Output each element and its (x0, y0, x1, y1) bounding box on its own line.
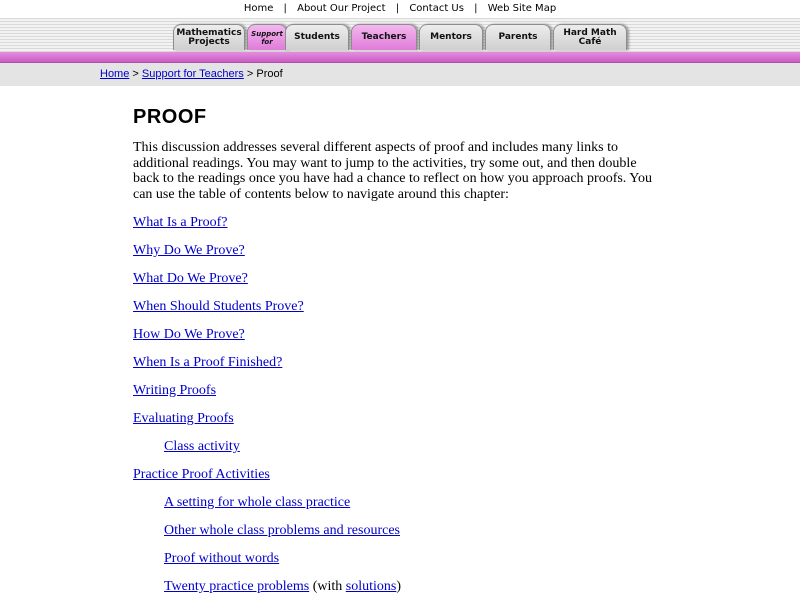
nav-about-link[interactable]: About Our Project (297, 3, 386, 14)
tab-parents[interactable] (485, 24, 551, 50)
toc-solutions-link[interactable]: solutions (345, 579, 397, 594)
breadcrumb-home-link[interactable]: Home (100, 68, 130, 80)
list-item (133, 522, 673, 550)
toc-practice-proof-activities-link[interactable]: Practice Proof Activities (133, 467, 270, 482)
top-utility-nav (0, 0, 800, 18)
toc-whole-class-setting-link[interactable]: A setting for whole class practice (164, 495, 351, 510)
tab-underline-band (0, 52, 800, 63)
tab-support-for[interactable] (247, 24, 287, 50)
nav-separator: | (474, 3, 478, 14)
toc-what-do-we-prove-link[interactable]: What Do We Prove? (133, 271, 248, 286)
table-of-contents (133, 214, 673, 606)
intro-paragraph: This discussion addresses several different aspects of proof and includes many links to additional readings. You may want to jump to the activities, try some out, and then double back to the readings once you have had a chance to reflect on how you approach proofs. You can use the table of contents below to navigate around this chapter: (133, 140, 652, 202)
toc-close-paren: ) (396, 579, 402, 594)
tab-students-label: Students (294, 32, 340, 42)
tab-label-line: Hard Math (563, 27, 617, 38)
breadcrumb (0, 63, 800, 86)
nav-contact-link[interactable]: Contact Us (409, 3, 464, 14)
toc-writing-proofs-link[interactable]: Writing Proofs (133, 383, 217, 398)
nav-separator: | (395, 3, 400, 14)
toc-evaluating-proofs-link[interactable]: Evaluating Proofs (133, 411, 234, 426)
tab-mentors[interactable] (419, 24, 483, 50)
toc-twenty-problems-link[interactable]: Twenty practice problems (164, 579, 310, 594)
list-item (133, 466, 673, 494)
toc-why-do-we-prove-link[interactable]: Why Do We Prove? (133, 243, 245, 258)
list-item (133, 438, 673, 466)
tab-parents-label: Parents (498, 32, 538, 42)
main-content (133, 100, 673, 606)
list-item (133, 578, 673, 606)
toc-when-should-students-prove-link[interactable]: When Should Students Prove? (133, 299, 304, 314)
tab-support-for-label (251, 30, 283, 46)
tab-teachers[interactable] (351, 24, 417, 50)
breadcrumb-separator: > (243, 68, 257, 80)
nav-home-link[interactable]: Home (243, 3, 274, 14)
page-title: PROOF (133, 106, 207, 128)
tab-label-line: Mathematics (176, 27, 242, 38)
tab-band (0, 18, 800, 52)
tab-mentors-label: Mentors (430, 32, 472, 42)
tab-mathematics-projects-label (176, 29, 241, 47)
toc-proof-finished-link[interactable]: When Is a Proof Finished? (133, 355, 283, 370)
tab-mathematics-projects[interactable] (173, 24, 245, 50)
list-item (133, 242, 673, 270)
list-item (133, 326, 673, 354)
list-item (133, 550, 673, 578)
toc-with-text: (with (309, 579, 346, 594)
list-item (133, 354, 673, 382)
list-item (133, 410, 673, 438)
tab-label-line: Projects (188, 36, 230, 47)
tab-label-line: Support (251, 29, 283, 38)
list-item (133, 494, 673, 522)
tab-teachers-label: Teachers (361, 32, 407, 42)
toc-what-is-a-proof-link[interactable]: What Is a Proof? (133, 215, 228, 230)
list-item (133, 298, 673, 326)
toc-how-do-we-prove-link[interactable]: How Do We Prove? (133, 327, 245, 342)
tab-label-line: Café (578, 36, 602, 47)
nav-separator: | (283, 3, 287, 14)
list-item (133, 214, 673, 242)
tab-hard-math-cafe-label (563, 29, 616, 47)
tab-hard-math-cafe[interactable] (553, 24, 627, 50)
toc-class-activity-link[interactable]: Class activity (164, 439, 240, 454)
list-item (133, 270, 673, 298)
breadcrumb-current: Proof (256, 68, 283, 80)
tab-students[interactable] (285, 24, 349, 50)
toc-other-problems-link[interactable]: Other whole class problems and resources (164, 523, 400, 538)
breadcrumb-support-link[interactable]: Support for Teachers (141, 68, 244, 80)
nav-sitemap-link[interactable]: Web Site Map (487, 3, 557, 14)
breadcrumb-separator: > (129, 68, 142, 80)
tab-label-line: for (261, 37, 273, 46)
toc-proof-without-words-link[interactable]: Proof without words (164, 551, 280, 566)
list-item (133, 382, 673, 410)
